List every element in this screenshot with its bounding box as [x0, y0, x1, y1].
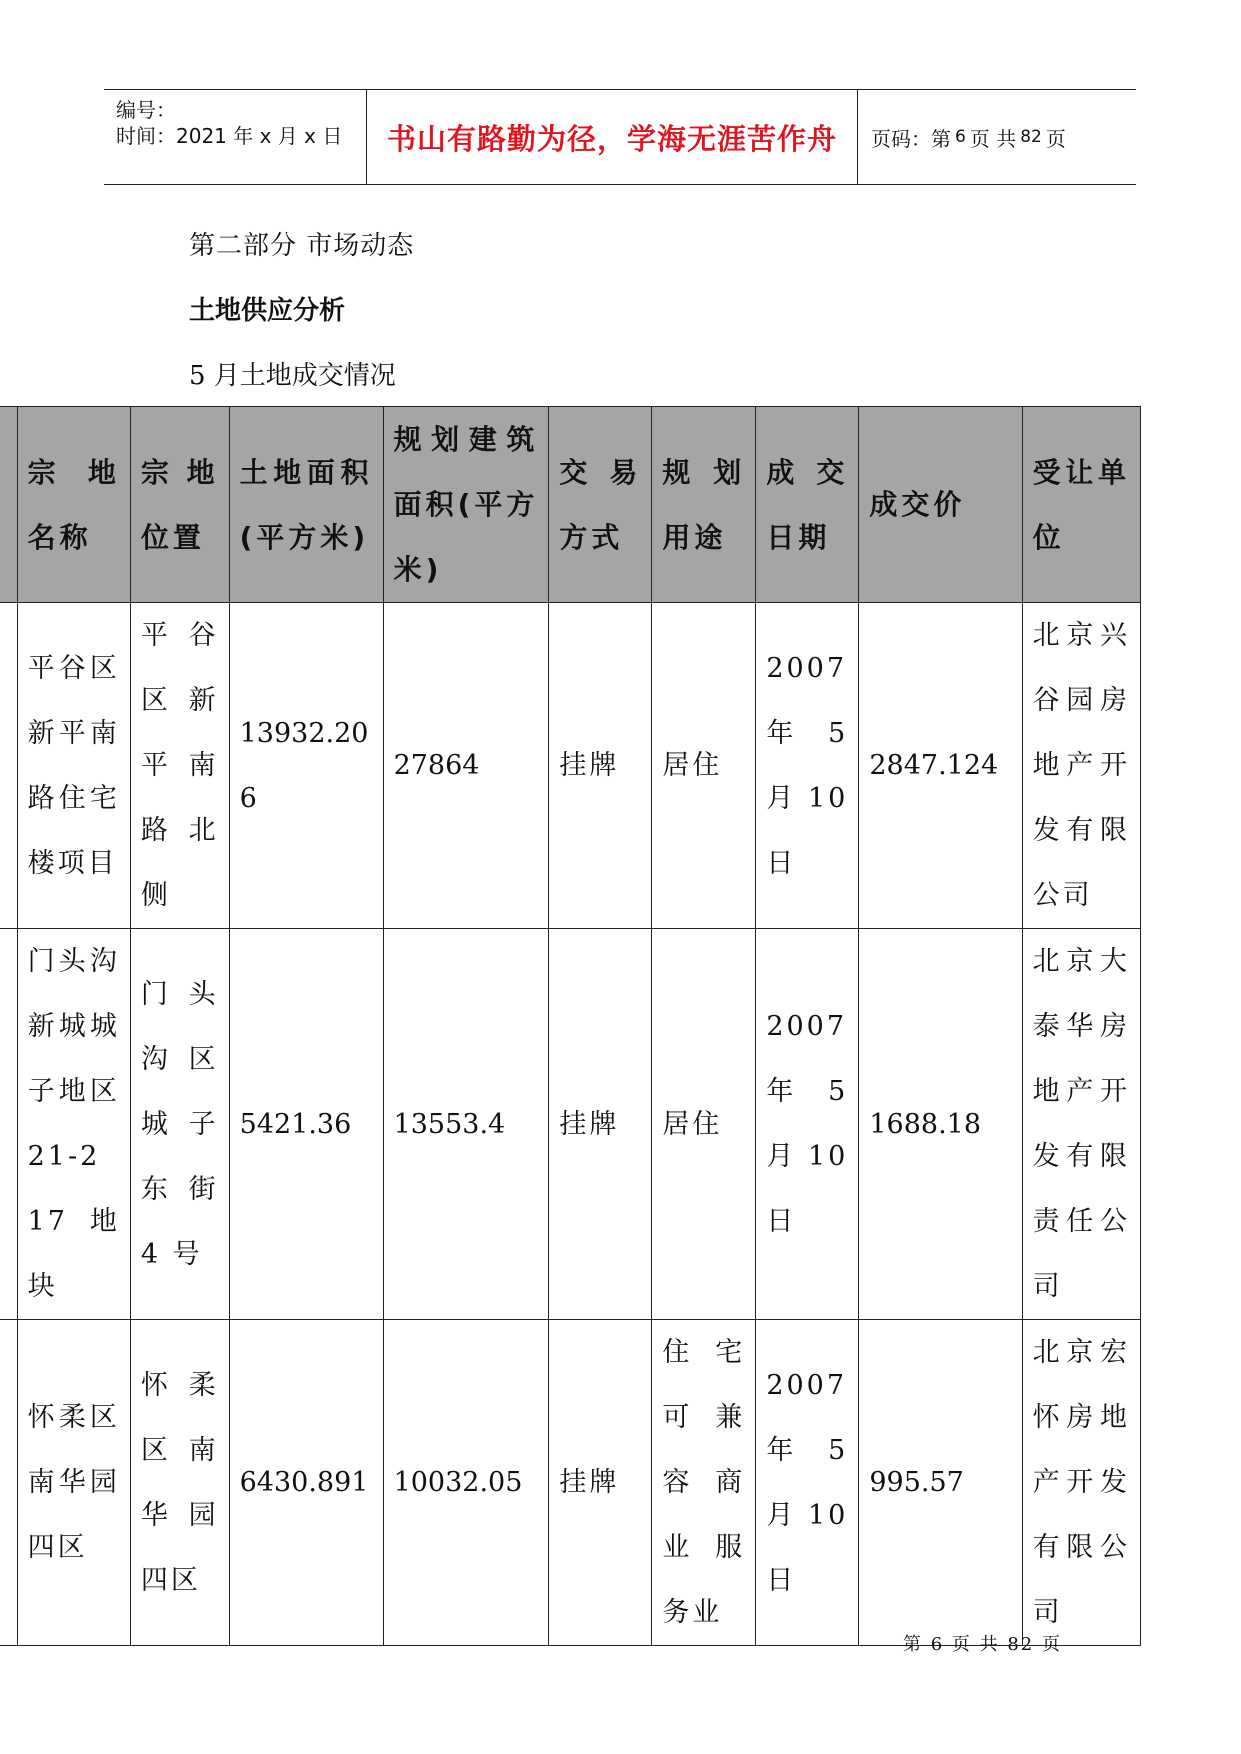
- cell-no: [0, 603, 17, 929]
- col-header: 规划建筑面积(平方米): [383, 407, 549, 603]
- cell-date: 2007 年 5 月 10 日: [756, 1320, 859, 1646]
- cell-name: 怀柔区南华园四区: [17, 1320, 130, 1646]
- cell-date: 2007 年 5 月 10 日: [756, 929, 859, 1320]
- table-row: [0, 929, 1141, 1320]
- cell-buyer: 北京宏怀房地产开发有限公司: [1022, 1320, 1140, 1646]
- cell-price: 995.57: [859, 1320, 1022, 1646]
- page-footer: 第 6 页 共 82 页: [903, 1634, 1062, 1655]
- cell-building-area: 13553.4: [383, 929, 549, 1320]
- part-heading: 第二部分 市场动态: [189, 231, 415, 261]
- cell-building-area: 10032.05: [383, 1320, 549, 1646]
- col-header: 交易方式: [549, 407, 652, 603]
- cell-location: 门 头 沟 区 城 子 东街 4 号: [130, 929, 229, 1320]
- page-mid: 页 共: [969, 126, 1017, 151]
- header-motto-cell: [367, 90, 858, 184]
- page-prefix: 页码：第: [871, 126, 951, 151]
- land-transactions-table: [0, 406, 1141, 1646]
- cell-land-area: 13932.206: [229, 603, 383, 929]
- cell-name: 平谷区新平南路住宅楼项目: [17, 603, 130, 929]
- col-header: 宗地名称: [17, 407, 130, 603]
- col-header: [0, 407, 17, 603]
- col-header: 成交价: [859, 407, 1022, 603]
- cell-method: 挂牌: [549, 1320, 652, 1646]
- cell-usage: 居住: [652, 929, 756, 1320]
- col-header: 成交日期: [756, 407, 859, 603]
- cell-land-area: 5421.36: [229, 929, 383, 1320]
- page-header: [104, 89, 1136, 185]
- cell-location: 怀 柔 区 南 华 园 四区: [130, 1320, 229, 1646]
- cell-land-area: 6430.891: [229, 1320, 383, 1646]
- col-header: 规划用途: [652, 407, 756, 603]
- cell-method: 挂牌: [549, 603, 652, 929]
- cell-usage: 住宅可兼容商业服务业: [652, 1320, 756, 1646]
- page-current: 6: [955, 127, 966, 147]
- cell-buyer: 北京兴谷园房地产开发有限公司: [1022, 603, 1140, 929]
- cell-no: [0, 929, 17, 1320]
- header-meta: [104, 90, 367, 184]
- cell-price: 2847.124: [859, 603, 1022, 929]
- cell-location: 平 谷 区 新 平 南 路 北 侧: [130, 603, 229, 929]
- cell-usage: 居住: [652, 603, 756, 929]
- page-total: 82: [1020, 127, 1042, 147]
- cell-name: 门头沟新城城子地区 21-217 地块: [17, 929, 130, 1320]
- cell-no: [0, 1320, 17, 1646]
- document-time: 时间：2021 年 x 月 x 日: [116, 124, 343, 148]
- cell-price: 1688.18: [859, 929, 1022, 1320]
- document-number-label: 编号：: [116, 98, 176, 122]
- motto: 书山有路勤为径，学海无涯苦作舟: [386, 121, 837, 156]
- table-row: [0, 1320, 1141, 1646]
- cell-date: 2007 年 5 月 10 日: [756, 603, 859, 929]
- header-page-info: [859, 90, 1136, 184]
- col-header: 宗 地 位置: [130, 407, 229, 603]
- col-header: 受让单位: [1022, 407, 1140, 603]
- subsection-heading: 5 月土地成交情况: [189, 361, 396, 391]
- cell-building-area: 27864: [383, 603, 549, 929]
- table-header-row: [0, 407, 1141, 603]
- cell-method: 挂牌: [549, 929, 652, 1320]
- cell-buyer: 北京大泰华房地产开发有限责任公司: [1022, 929, 1140, 1320]
- page-suffix: 页: [1045, 126, 1066, 151]
- col-header: 土地面积(平方米): [229, 407, 383, 603]
- section-heading: 土地供应分析: [189, 296, 346, 326]
- table-row: [0, 603, 1141, 929]
